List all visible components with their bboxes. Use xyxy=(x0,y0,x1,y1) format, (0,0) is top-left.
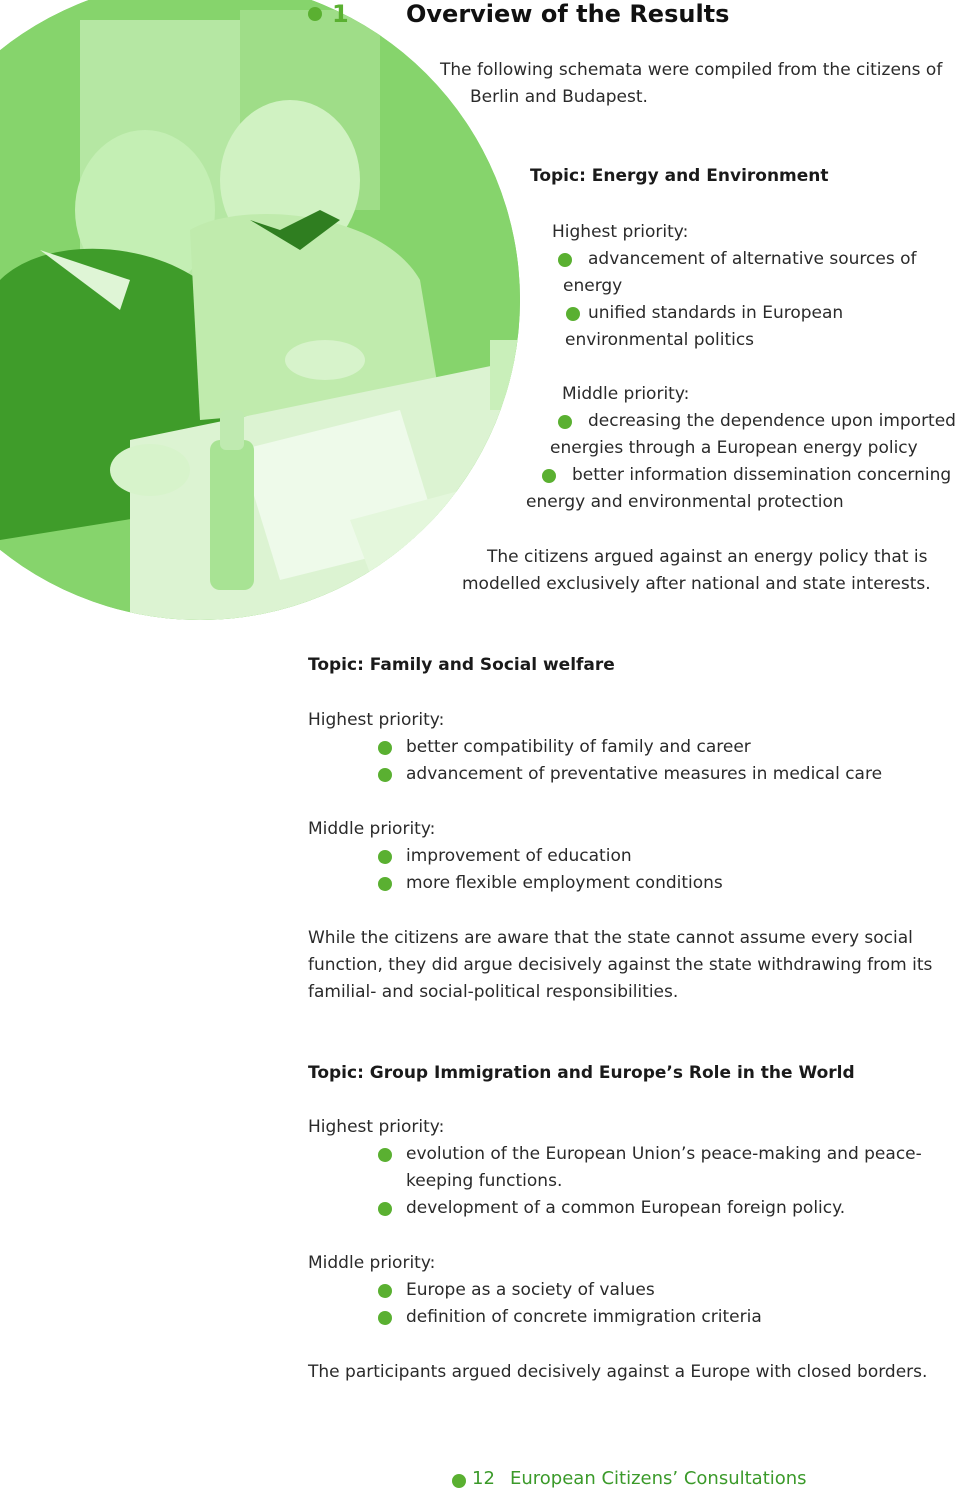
publication-name: European Citizens’ Consultations xyxy=(510,1468,807,1489)
immigration-highest-label: Highest priority: xyxy=(308,1117,445,1137)
bullet-icon xyxy=(558,415,572,429)
page-title: Overview of the Results xyxy=(406,0,730,28)
topic-family-title: Topic: Family and Social welfare xyxy=(308,655,615,675)
immigration-highest-item-1: evolution of the European Union’s peace-making and peace- xyxy=(406,1144,922,1164)
energy-middle-item-1: decreasing the dependence upon imported xyxy=(588,411,956,431)
bullet-icon xyxy=(378,877,392,891)
energy-highest-item-1-cont: energy xyxy=(563,276,623,296)
bullet-icon xyxy=(558,253,572,267)
energy-middle-item-2-cont: energy and environmental protection xyxy=(526,492,844,512)
energy-highest-item-1: advancement of alternative sources of xyxy=(588,249,917,269)
energy-middle-item-2: better information dissemination concerning xyxy=(572,465,952,485)
topic-immigration-title: Topic: Group Immigration and Europe’s Role in the World xyxy=(308,1063,855,1083)
bullet-icon xyxy=(378,850,392,864)
bullet-icon xyxy=(378,1202,392,1216)
intro-line-2: Berlin and Budapest. xyxy=(470,87,648,107)
energy-highest-label: Highest priority: xyxy=(552,222,689,242)
family-middle-label: Middle priority: xyxy=(308,819,436,839)
family-highest-label: Highest priority: xyxy=(308,710,445,730)
intro-line-1: The following schemata were compiled from the citizens of xyxy=(440,60,943,80)
immigration-conclusion: The participants argued decisively against a Europe with closed borders. xyxy=(308,1362,928,1382)
family-highest-item-1: better compatibility of family and career xyxy=(406,737,751,757)
energy-highest-item-2: unified standards in European xyxy=(588,303,844,323)
participants-photo xyxy=(0,0,520,620)
energy-conclusion-line-1: The citizens argued against an energy policy that is xyxy=(487,547,928,567)
page-number: 12 xyxy=(472,1468,495,1489)
bullet-icon xyxy=(378,741,392,755)
immigration-highest-item-2: development of a common European foreign policy. xyxy=(406,1198,846,1218)
footer-bullet-icon xyxy=(452,1474,466,1488)
family-highest-item-2: advancement of preventative measures in medical care xyxy=(406,764,883,784)
family-middle-item-1: improvement of education xyxy=(406,846,632,866)
family-conclusion-line-1: While the citizens are aware that the state cannot assume every social xyxy=(308,928,913,948)
immigration-middle-label: Middle priority: xyxy=(308,1253,436,1273)
family-middle-item-2: more flexible employment conditions xyxy=(406,873,723,893)
energy-middle-label: Middle priority: xyxy=(562,384,690,404)
immigration-highest-item-1-cont: keeping functions. xyxy=(406,1171,563,1191)
energy-highest-item-2-cont: environmental politics xyxy=(565,330,755,350)
family-conclusion-line-3: familial- and social-political responsibilities. xyxy=(308,982,679,1002)
energy-conclusion-line-2: modelled exclusively after national and state interests. xyxy=(462,574,931,594)
topic-energy-title: Topic: Energy and Environment xyxy=(530,166,829,186)
bullet-icon xyxy=(566,307,580,321)
section-number: 1 xyxy=(332,0,349,28)
bullet-icon xyxy=(542,469,556,483)
section-bullet-icon xyxy=(308,7,322,21)
family-conclusion-line-2: function, they did argue decisively against the state withdrawing from its xyxy=(308,955,933,975)
bullet-icon xyxy=(378,768,392,782)
immigration-middle-item-1: Europe as a society of values xyxy=(406,1280,655,1300)
bullet-icon xyxy=(378,1311,392,1325)
energy-middle-item-1-cont: energies through a European energy policy xyxy=(550,438,918,458)
bullet-icon xyxy=(378,1148,392,1162)
bullet-icon xyxy=(378,1284,392,1298)
immigration-middle-item-2: definition of concrete immigration criteria xyxy=(406,1307,762,1327)
